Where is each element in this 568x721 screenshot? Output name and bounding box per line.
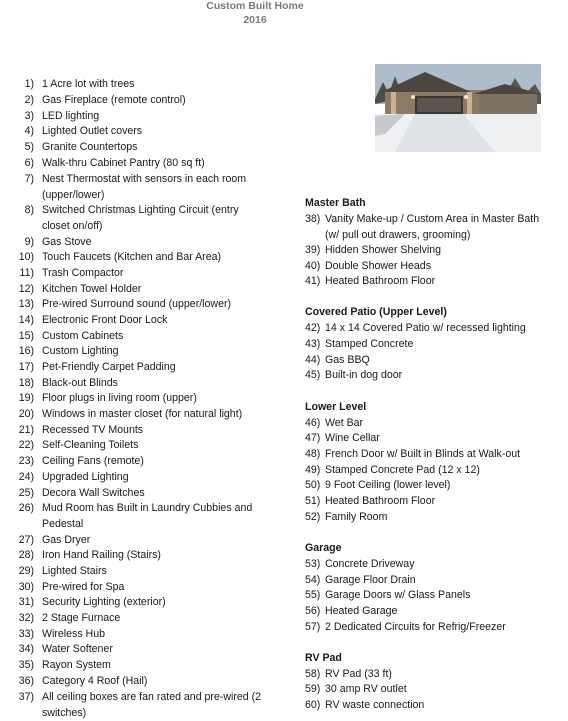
item-text: Family Room: [325, 511, 388, 523]
item-text: Wet Bar: [325, 417, 364, 429]
item-number: 28): [18, 549, 34, 561]
item-number: 9): [24, 236, 34, 248]
item-text: Gas Stove: [42, 236, 92, 248]
item-text: Heated Garage: [325, 605, 398, 617]
item-text: Mud Room has Built in Laundry Cubbies and Pedestal: [42, 502, 253, 530]
item-text: Garage Doors w/ Glass Panels: [325, 589, 471, 601]
item-number: 16): [18, 345, 34, 357]
item-text: Self-Cleaning Toilets: [42, 439, 139, 451]
item-number: 54): [305, 574, 321, 586]
item-text: Decora Wall Switches: [42, 487, 145, 499]
item-number: 24): [18, 471, 34, 483]
item-text: Windows in master closet (for natural light): [42, 408, 243, 420]
item-text: Upgraded Lighting: [42, 471, 129, 483]
item-number: 47): [305, 432, 321, 444]
item-text: Walk-thru Cabinet Pantry (80 sq ft): [42, 157, 205, 169]
item-number: 35): [18, 659, 34, 671]
item-number: 45): [305, 369, 321, 381]
item-number: 22): [18, 439, 34, 451]
item-number: 14): [18, 314, 34, 326]
item-text: Vanity Make-up / Custom Area in Master Bath (w/ pull out drawers, grooming): [325, 213, 540, 241]
item-text: Water Softener: [42, 643, 113, 655]
item-number: 40): [305, 260, 321, 272]
item-number: 55): [305, 589, 321, 601]
item-text: Lighted Stairs: [42, 565, 107, 577]
item-text: Heated Bathroom Floor: [325, 495, 436, 507]
item-text: Stamped Concrete: [325, 338, 414, 350]
item-number: 39): [305, 244, 321, 256]
item-text: 9 Foot Ceiling (lower level): [325, 479, 451, 491]
item-text: Custom Lighting: [42, 345, 119, 357]
item-text: Floor plugs in living room (upper): [42, 392, 197, 404]
item-number: 33): [18, 628, 34, 640]
item-number: 57): [305, 621, 321, 633]
section-heading: Garage: [305, 542, 342, 554]
item-number: 29): [18, 565, 34, 577]
item-number: 56): [305, 605, 321, 617]
item-text: Black-out Blinds: [42, 377, 118, 389]
item-number: 53): [305, 558, 321, 570]
item-text: Double Shower Heads: [325, 260, 431, 272]
item-text: Ceiling Fans (remote): [42, 455, 144, 467]
item-number: 60): [305, 699, 321, 711]
item-text: 30 amp RV outlet: [325, 683, 407, 695]
item-text: Gas Dryer: [42, 534, 91, 546]
item-text: Gas Fireplace (remote control): [42, 94, 186, 106]
item-number: 20): [18, 408, 34, 420]
item-text: Security Lighting (exterior): [42, 596, 166, 608]
item-text: Category 4 Roof (Hail): [42, 675, 148, 687]
item-number: 30): [18, 581, 34, 593]
item-text: Pre-wired for Spa: [42, 581, 125, 593]
item-text: Gas BBQ: [325, 354, 370, 366]
item-number: 12): [18, 283, 34, 295]
item-text: LED lighting: [42, 110, 100, 122]
item-text: Heated Bathroom Floor: [325, 275, 436, 287]
item-text: Rayon System: [42, 659, 111, 671]
item-number: 17): [18, 361, 34, 373]
item-text: Recessed TV Mounts: [42, 424, 144, 436]
item-number: 46): [305, 417, 321, 429]
item-number: 59): [305, 683, 321, 695]
item-number: 21): [18, 424, 34, 436]
item-text: Granite Countertops: [42, 141, 138, 153]
item-text: Wireless Hub: [42, 628, 105, 640]
item-text: Lighted Outlet covers: [42, 125, 143, 137]
item-number: 7): [24, 173, 34, 185]
item-number: 25): [18, 487, 34, 499]
item-number: 13): [18, 298, 34, 310]
item-text: RV Pad (33 ft): [325, 668, 392, 680]
item-number: 51): [305, 495, 321, 507]
item-text: Trash Compactor: [42, 267, 124, 279]
item-text: Iron Hand Railing (Stairs): [42, 549, 161, 561]
item-number: 3): [24, 110, 34, 122]
item-text: Wine Cellar: [325, 432, 380, 444]
item-text: Custom Cabinets: [42, 330, 124, 342]
section-heading: Lower Level: [305, 401, 367, 413]
section-heading: RV Pad: [305, 652, 342, 664]
item-number: 38): [305, 213, 321, 225]
item-number: 6): [24, 157, 34, 169]
item-number: 58): [305, 668, 321, 680]
item-number: 4): [24, 125, 34, 137]
item-text: Nest Thermostat with sensors in each room (upper/lower): [42, 173, 247, 201]
item-number: 8): [24, 204, 34, 216]
item-text: Pre-wired Surround sound (upper/lower): [42, 298, 232, 310]
item-number: 43): [305, 338, 321, 350]
item-text: 2 Stage Furnace: [42, 612, 121, 624]
item-number: 1): [24, 78, 34, 90]
item-number: 31): [18, 596, 34, 608]
item-number: 48): [305, 448, 321, 460]
item-text: Concrete Driveway: [325, 558, 415, 570]
item-number: 36): [18, 675, 34, 687]
item-number: 19): [18, 392, 34, 404]
section-heading: Master Bath: [305, 197, 366, 209]
document-title: Custom Built Home: [206, 0, 304, 12]
item-number: 15): [18, 330, 34, 342]
item-text: Touch Faucets (Kitchen and Bar Area): [42, 251, 222, 263]
item-text: Kitchen Towel Holder: [42, 283, 142, 295]
item-text: 1 Acre lot with trees: [42, 78, 135, 90]
item-text: Switched Christmas Lighting Circuit (entry closet on/off): [42, 204, 239, 232]
item-number: 32): [18, 612, 34, 624]
item-number: 18): [18, 377, 34, 389]
item-number: 23): [18, 455, 34, 467]
house-photo: [375, 64, 541, 152]
item-text: RV waste connection: [325, 699, 425, 711]
item-number: 41): [305, 275, 321, 287]
item-number: 27): [18, 534, 34, 546]
item-text: Hidden Shower Shelving: [325, 244, 442, 256]
item-text: Electronic Front Door Lock: [42, 314, 168, 326]
item-text: 14 x 14 Covered Patio w/ recessed lighting: [325, 322, 526, 334]
item-number: 37): [18, 691, 34, 703]
item-number: 2): [24, 94, 34, 106]
item-text: Built-in dog door: [325, 369, 403, 381]
item-number: 52): [305, 511, 321, 523]
item-text: French Door w/ Built in Blinds at Walk-out: [325, 448, 521, 460]
item-number: 42): [305, 322, 321, 334]
item-text: Pet-Friendly Carpet Padding: [42, 361, 176, 373]
item-text: All ceiling boxes are fan rated and pre-wired (2 switches): [42, 691, 262, 719]
item-number: 49): [305, 464, 321, 476]
item-number: 10): [18, 251, 34, 263]
section-heading: Covered Patio (Upper Level): [305, 306, 447, 318]
item-text: Garage Floor Drain: [325, 574, 416, 586]
item-number: 26): [18, 502, 34, 514]
item-number: 44): [305, 354, 321, 366]
document-year: 2016: [243, 14, 267, 26]
item-number: 5): [24, 141, 34, 153]
item-number: 50): [305, 479, 321, 491]
item-text: 2 Dedicated Circuits for Refrig/Freezer: [325, 621, 506, 633]
item-text: Stamped Concrete Pad (12 x 12): [325, 464, 480, 476]
item-number: 11): [19, 267, 34, 279]
item-number: 34): [18, 643, 34, 655]
